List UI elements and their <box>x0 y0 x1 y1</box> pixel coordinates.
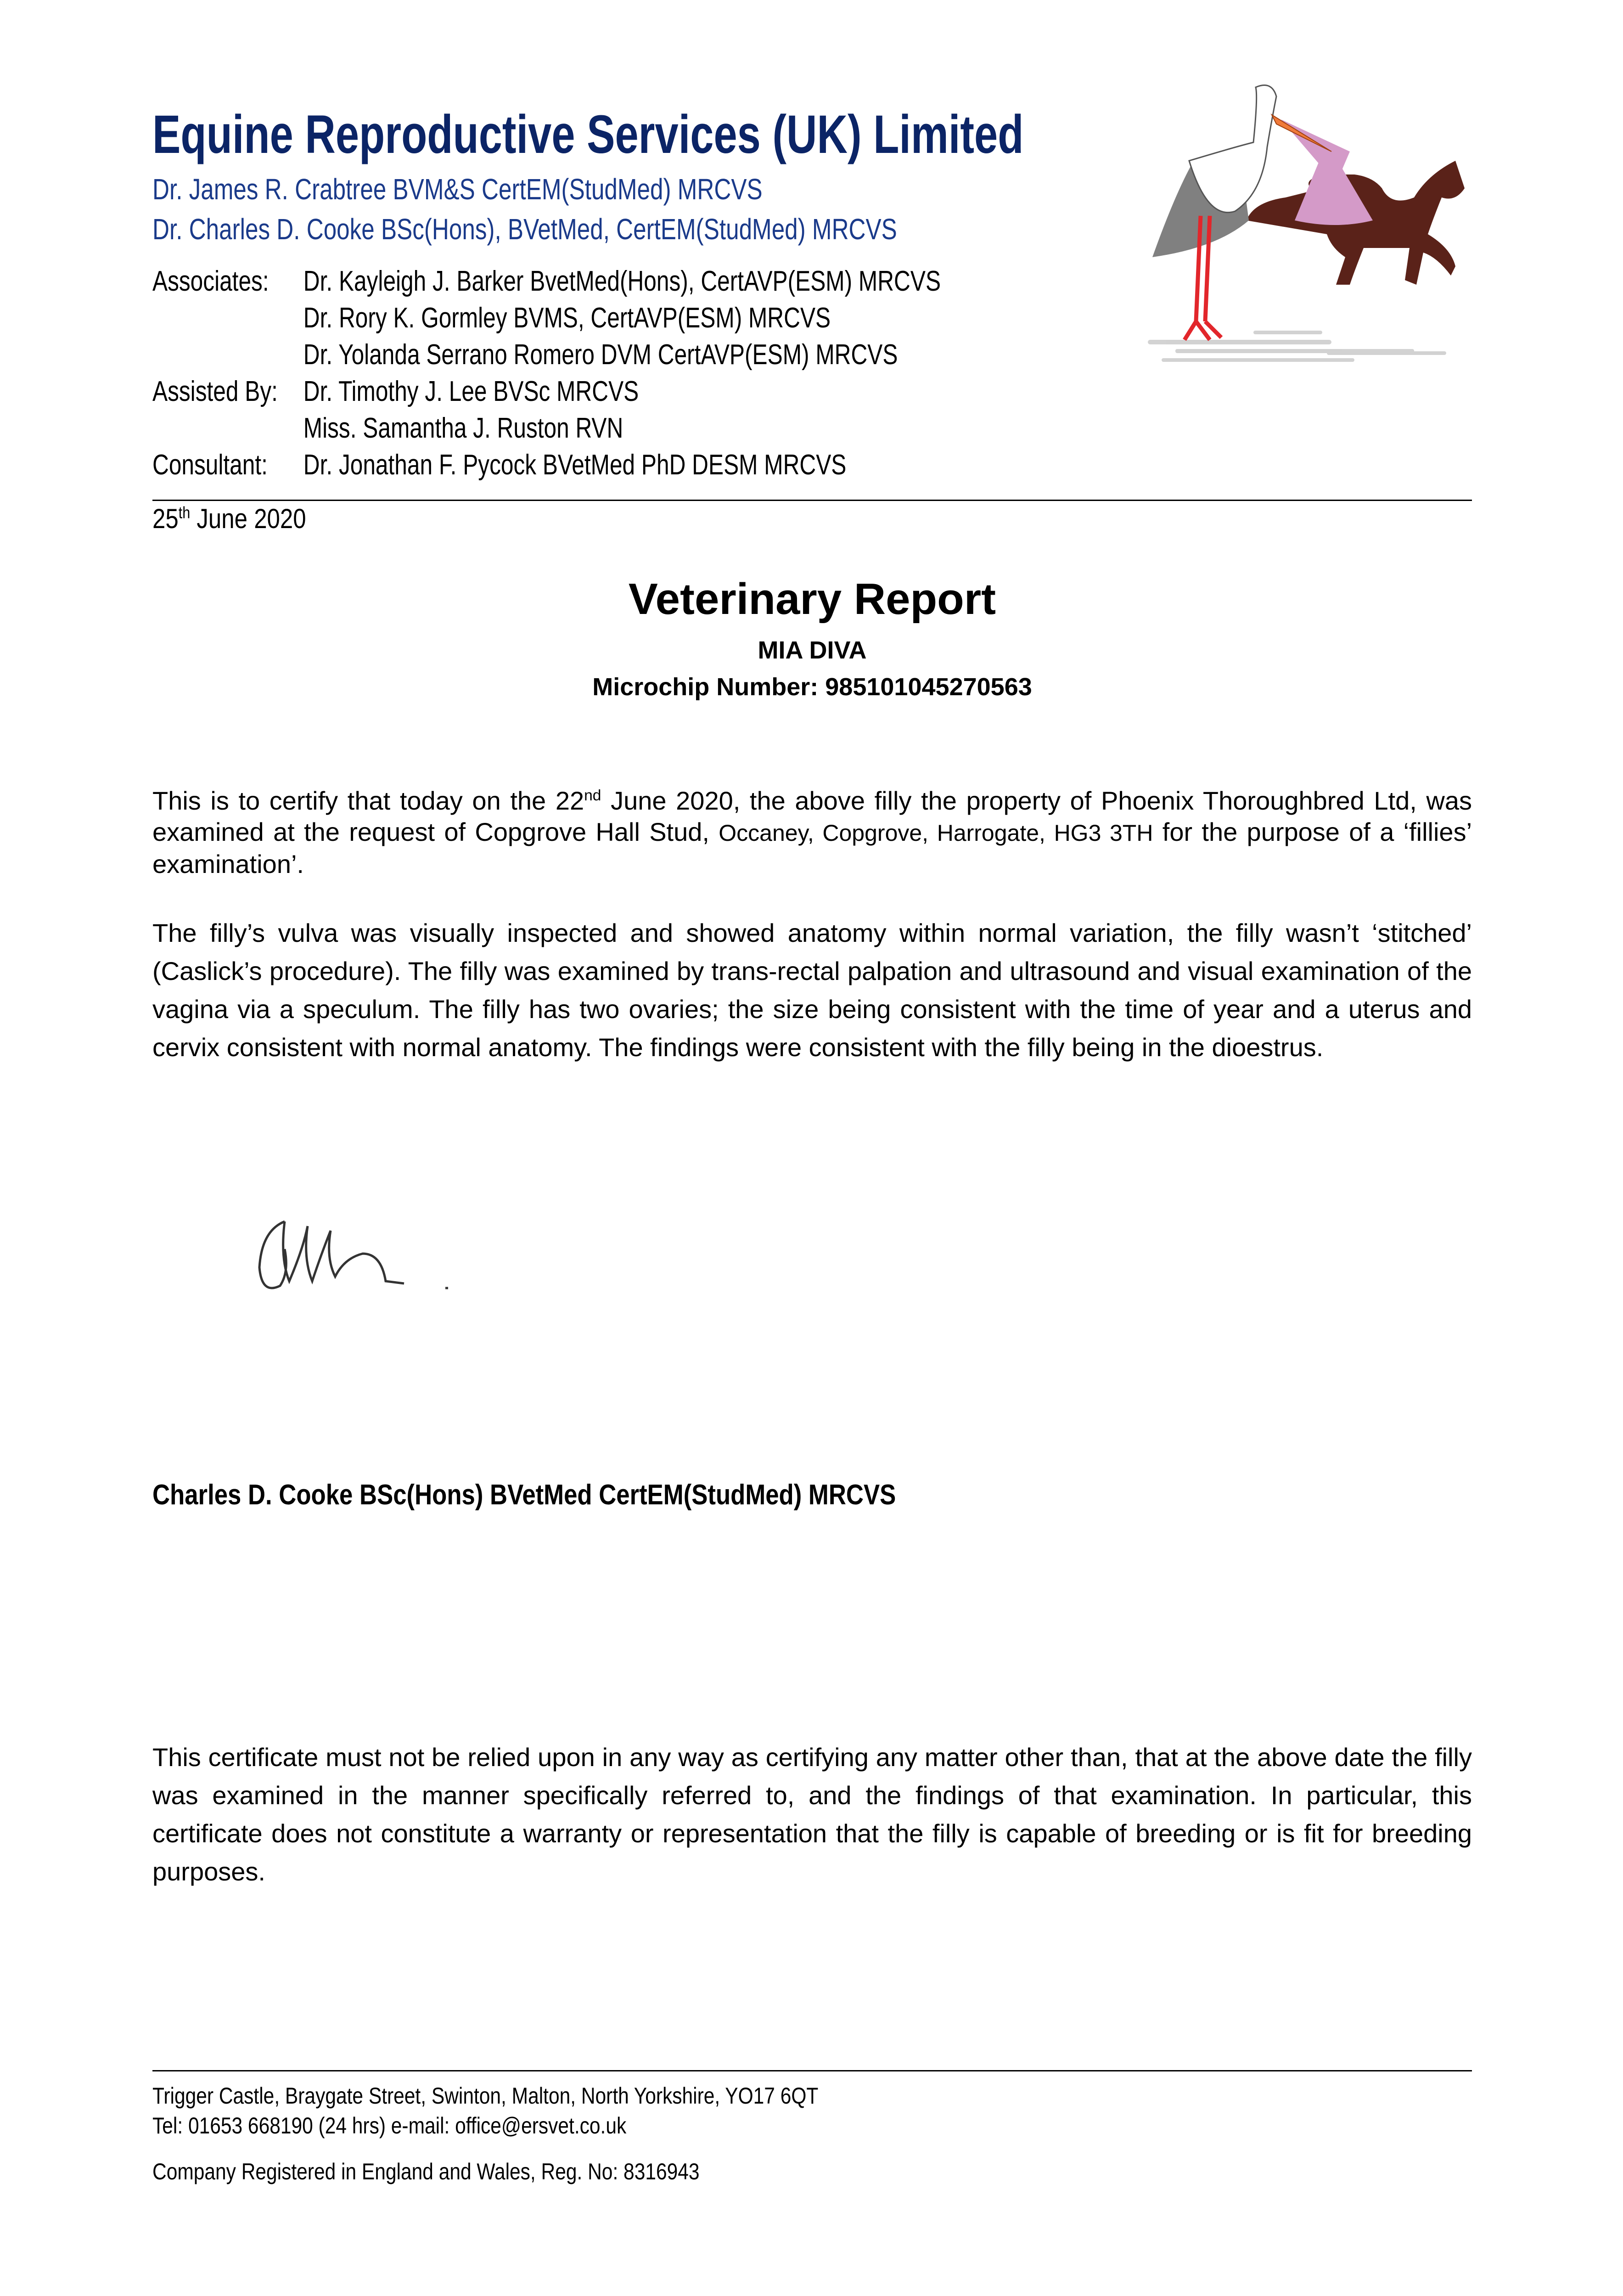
p1-text: for the purpose of a ‘fillies’ examination’. <box>152 817 1472 878</box>
footer-divider <box>152 2070 1472 2071</box>
stud-address: Occaney, Copgrove, Harrogate, HG3 3TH <box>719 820 1153 846</box>
staff-name: Dr. Jonathan F. Pycock BVetMed PhD DESM MRCVS <box>303 449 847 481</box>
staff-label <box>152 412 303 445</box>
staff-name: Dr. Yolanda Serrano Romero DVM CertAVP(ESM) MRCVS <box>303 339 898 371</box>
staff-row <box>152 338 898 371</box>
signature-icon <box>253 1203 464 1304</box>
date-month-year: June 2020 <box>190 503 306 534</box>
staff-name: Miss. Samantha J. Ruston RVN <box>303 412 623 444</box>
report-title: Veterinary Report <box>628 574 996 624</box>
p1-text: This is to certify that today on the 22 <box>152 786 584 815</box>
staff-row <box>152 302 831 334</box>
p1-sup: nd <box>584 787 601 804</box>
certification-paragraph <box>152 785 1472 880</box>
stork-foal-logo-icon <box>1134 83 1483 367</box>
staff-name: Dr. Timothy J. Lee BVSc MRCVS <box>303 376 639 407</box>
staff-name: Dr. Rory K. Gormley BVMS, CertAVP(ESM) MRCVS <box>303 302 831 334</box>
horse-name: MIA DIVA <box>758 636 867 664</box>
findings-paragraph: The filly’s vulva was visually inspected and showed anatomy within normal variation, the filly wasn’t ‘stitched’ (Caslick’s procedure). The filly was examined by trans-rectal palpation and ultrasound and visual examination of the vagina via a speculum. The filly has two ovaries; the size being consistent with the time of year and a uterus and cervix consistent with normal anatomy. The findings were consistent with the filly being in the dioestrus. <box>152 918 1472 1062</box>
staff-row <box>152 265 941 298</box>
partner-name: Dr. Charles D. Cooke BSc(Hons), BVetMed, CertEM(StudMed) MRCVS <box>152 213 897 246</box>
staff-label <box>152 302 303 334</box>
p1-text: June 2020, the above filly the property of Phoenix Thoroughbred Ltd, was examined at the request of Copgrove Hall Stud, <box>152 786 1472 846</box>
date-suffix: th <box>178 503 191 522</box>
staff-label <box>152 338 303 371</box>
footer-registration: Company Registered in England and Wales, Reg. No: 8316943 <box>152 2159 700 2184</box>
staff-label: Assisted By: <box>152 376 278 407</box>
report-date <box>152 503 306 535</box>
company-name: Equine Reproductive Services (UK) Limited <box>152 104 1024 165</box>
staff-row <box>152 449 846 481</box>
signatory-name: Charles D. Cooke BSc(Hons) BVetMed CertEM(StudMed) MRCVS <box>152 1479 896 1511</box>
staff-name: Dr. Kayleigh J. Barker BvetMed(Hons), CertAVP(ESM) MRCVS <box>303 265 941 297</box>
staff-row <box>152 412 623 445</box>
microchip-number: Microchip Number: 985101045270563 <box>592 673 1032 701</box>
staff-label: Consultant: <box>152 449 268 481</box>
disclaimer-paragraph: This certificate must not be relied upon in any way as certifying any matter other than, that at the above date the filly was examined in the manner specifically referred to, and the findings of that examination. In particular, this certificate does not constitute a warranty or representation that the filly is capable of breeding or is fit for breeding purposes. <box>152 1743 1472 1886</box>
partner-name: Dr. James R. Crabtree BVM&S CertEM(StudMed) MRCVS <box>152 173 763 206</box>
staff-row <box>152 375 639 408</box>
footer-contact: Tel: 01653 668190 (24 hrs) e-mail: office@ersvet.co.uk <box>152 2113 627 2138</box>
footer-address: Trigger Castle, Braygate Street, Swinton, Malton, North Yorkshire, YO17 6QT <box>152 2083 819 2109</box>
staff-label: Associates: <box>152 265 269 297</box>
date-day: 25 <box>152 503 179 534</box>
header-divider <box>152 500 1472 501</box>
